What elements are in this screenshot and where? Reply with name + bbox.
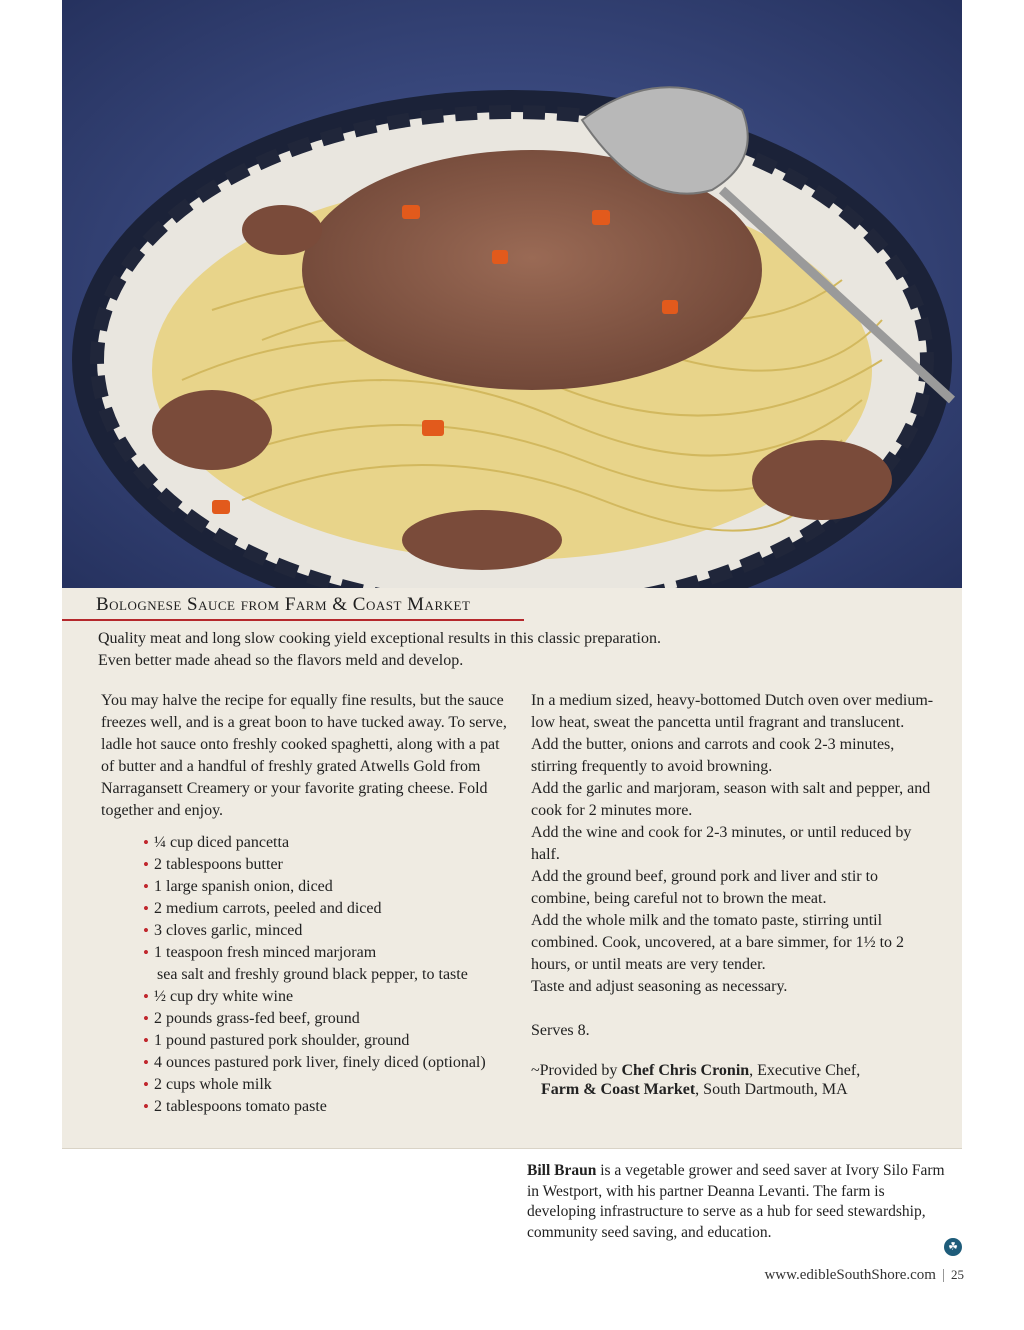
- recipe-step: In a medium sized, heavy-bottomed Dutch oven over medium-low heat, sweat the pancetta until fragrant and translucent.: [531, 692, 934, 731]
- ingredient-list: [101, 832, 511, 1118]
- ingredient-item: • 2 cups whole milk: [145, 1074, 511, 1096]
- ingredient-item: • ½ cup dry white wine: [145, 986, 511, 1008]
- recipe-step: Add the garlic and marjoram, season with salt and pepper, and cook for 2 minutes more.: [531, 780, 931, 819]
- ingredient-item: • 2 medium carrots, peeled and diced: [145, 898, 511, 920]
- ingredient-item: • 1 pound pastured pork shoulder, ground: [145, 1030, 511, 1052]
- ingredient-item: • 2 pounds grass-fed beef, ground: [145, 1008, 511, 1030]
- intro-line: Even better made ahead so the flavors meld and develop.: [98, 652, 464, 669]
- ingredient-item: sea salt and freshly ground black pepper, to taste: [157, 966, 468, 983]
- right-column: [531, 690, 936, 1099]
- ingredient-item: • ¼ cup diced pancetta: [145, 832, 511, 854]
- intro-line: Quality meat and long slow cooking yield exceptional results in this classic preparation.: [98, 630, 661, 647]
- left-column: [101, 690, 511, 1118]
- edible-logo-icon: ☘: [944, 1238, 962, 1256]
- ingredient-item: • 1 teaspoon fresh minced marjoram: [145, 942, 511, 964]
- ingredient-item: • 3 cloves garlic, minced: [145, 920, 511, 942]
- page-footer: [764, 1267, 964, 1284]
- credit-role: , Executive Chef,: [749, 1062, 861, 1079]
- recipe-step: Add the butter, onions and carrots and cook 2-3 minutes, stirring frequently to avoid browning.: [531, 736, 895, 775]
- spaghetti-bolognese-photo: [62, 0, 962, 588]
- ingredient-item: • 4 ounces pastured pork liver, finely diced (optional): [145, 1052, 511, 1074]
- page-number: 25: [951, 1267, 964, 1282]
- recipe-step: Taste and adjust seasoning as necessary.: [531, 978, 788, 995]
- author-name: Bill Braun: [527, 1162, 597, 1179]
- recipe-box: [62, 588, 962, 1149]
- footer-separator: |: [941, 1267, 945, 1283]
- serves: Serves 8.: [531, 1022, 590, 1039]
- website-url: www.edibleSouthShore.com: [764, 1267, 936, 1283]
- ingredient-item: • 2 tablespoons butter: [145, 854, 511, 876]
- credit-location: , South Dartmouth, MA: [695, 1081, 848, 1098]
- credit-prefix: ~Provided by: [531, 1062, 622, 1079]
- photo-illustration: [62, 0, 962, 588]
- recipe-credit: [531, 1061, 936, 1099]
- credit-market: Farm & Coast Market: [541, 1081, 696, 1098]
- credit-chef: Chef Chris Cronin: [621, 1062, 750, 1079]
- author-bio: [527, 1161, 957, 1243]
- author-bio-text: is a vegetable grower and seed saver at Ivory Silo Farm in Westport, with his partner Deanna Levanti. The farm is developing infrastructure to serve as a hub for seed stewardship, community seed saving, and education.: [527, 1162, 945, 1241]
- recipe-title: Bolognese Sauce from Farm & Coast Market: [96, 594, 471, 615]
- ingredient-item: • 1 large spanish onion, diced: [145, 876, 511, 898]
- ingredient-item: • 2 tablespoons tomato paste: [145, 1096, 511, 1118]
- recipe-step: Add the whole milk and the tomato paste, stirring until combined. Cook, uncovered, at a bare simmer, for 1½ to 2 hours, or until meats are very tender.: [531, 912, 905, 973]
- title-rule: [62, 619, 524, 621]
- recipe-step: Add the wine and cook for 2-3 minutes, or until reduced by half.: [531, 824, 912, 863]
- recipe-step: Add the ground beef, ground pork and liver and stir to combine, being careful not to brown the meat.: [531, 868, 879, 907]
- recipe-intro: [98, 628, 858, 672]
- serving-note: You may halve the recipe for equally fine results, but the sauce freezes well, and is a great boon to have tucked away. To serve, ladle hot sauce onto freshly cooked spaghetti, along with a pat of butter and a handful of freshly grated Atwells Gold from Narragansett Creamery or your favorite grating cheese. Fold together and enjoy.: [101, 692, 507, 819]
